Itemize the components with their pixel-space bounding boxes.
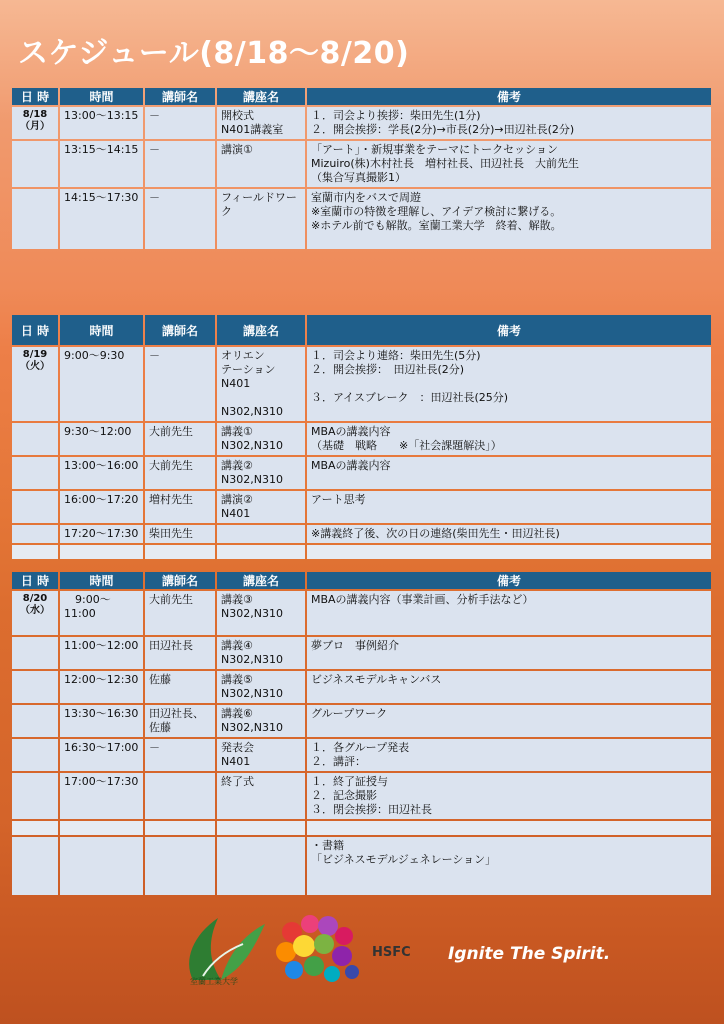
header-lecturer: 講師名	[145, 88, 215, 105]
course-cell: 講演①	[217, 141, 305, 187]
date-cell	[12, 837, 58, 895]
date-cell	[12, 739, 58, 771]
time-cell: 14:15～17:30	[60, 189, 143, 249]
table-row	[12, 705, 711, 737]
lecturer-cell: －	[145, 107, 215, 139]
course-cell: 講義⑥ N302,N310	[217, 705, 305, 737]
notes-cell: １．終了証授与 ２．記念撮影 ３．閉会挨拶：田辺社長	[307, 773, 711, 819]
header-date: 日 時	[12, 572, 58, 589]
notes-cell: ビジネスモデルキャンバス	[307, 671, 711, 703]
notes-cell: ※講義終了後、次の日の連絡(柴田先生・田辺社長)	[307, 525, 711, 543]
empty-cell	[217, 821, 305, 835]
date-cell	[12, 141, 58, 187]
table-row	[12, 671, 711, 703]
lecturer-cell: －	[145, 739, 215, 771]
notes-cell: MBAの講義内容（事業計画、分析手法など）	[307, 591, 711, 635]
lecturer-cell: 佐藤	[145, 671, 215, 703]
table-row-empty	[12, 545, 711, 559]
time-cell: 12:00～12:30	[60, 671, 143, 703]
time-cell: 17:20～17:30	[60, 525, 143, 543]
notes-cell: １．司会より連絡：柴田先生(5分) ２．開会挨拶： 田辺社長(2分) ３．アイスブレーク ：田辺社長(25分)	[307, 347, 711, 421]
header-lecturer: 講師名	[145, 315, 215, 345]
date-cell: 8/20 （水）	[12, 591, 58, 635]
lecturer-cell: 大前先生	[145, 423, 215, 455]
time-cell: 13:00～16:00	[60, 457, 143, 489]
time-cell: 9:00～9:30	[60, 347, 143, 421]
date-cell	[12, 423, 58, 455]
header-time: 時間	[60, 88, 143, 105]
notes-cell: 室蘭市内をバスで周遊 ※室蘭市の特徴を理解し、アイデア検討に繋げる。 ※ホテル前でも解散。室蘭工業大学 終着、解散。	[307, 189, 711, 249]
time-cell: 9:30～12:00	[60, 423, 143, 455]
time-cell: 16:30～17:00	[60, 739, 143, 771]
empty-cell	[60, 545, 143, 559]
time-cell: 13:30～16:30	[60, 705, 143, 737]
lecturer-cell	[145, 773, 215, 819]
header-notes: 備考	[307, 315, 711, 345]
header-time: 時間	[60, 315, 143, 345]
course-cell: 講義③ N302,N310	[217, 591, 305, 635]
course-cell: 講義① N302,N310	[217, 423, 305, 455]
table-row	[12, 491, 711, 523]
course-cell: 講演② N401	[217, 491, 305, 523]
table-header-row	[12, 572, 711, 589]
table-row	[12, 189, 711, 249]
muroran-logo-text: 室蘭工業大学	[190, 977, 238, 986]
notes-cell: 夢ブロ 事例紹介	[307, 637, 711, 669]
header-date: 日 時	[12, 88, 58, 105]
notes-cell: 「アート」・新規事業をテーマにトークセッション Mizuiro(株)木村社長 増村社長、田辺社長 大前先生 （集合写真撮影1）	[307, 141, 711, 187]
table-row	[12, 739, 711, 771]
time-cell: 9:00～11:00	[60, 591, 143, 635]
slogan-text: Ignite The Spirit.	[448, 944, 611, 964]
empty-cell	[307, 545, 711, 559]
course-cell: オリエン テーションN401 N302,N310	[217, 347, 305, 421]
table-row	[12, 525, 711, 543]
empty-cell	[60, 821, 143, 835]
empty-cell	[12, 821, 58, 835]
date-cell	[12, 705, 58, 737]
lecturer-cell: 大前先生	[145, 457, 215, 489]
header-course: 講座名	[217, 315, 305, 345]
time-cell: 11:00～12:00	[60, 637, 143, 669]
date-cell: 8/19 （火）	[12, 347, 58, 421]
date-cell	[12, 189, 58, 249]
notes-cell: アート思考	[307, 491, 711, 523]
header-date: 日 時	[12, 315, 58, 345]
date-cell	[12, 773, 58, 819]
empty-cell	[145, 821, 215, 835]
course-cell: 開校式 N401講義室	[217, 107, 305, 139]
notes-cell: グループワーク	[307, 705, 711, 737]
hsfc-label: HSFC	[372, 945, 411, 960]
header-notes: 備考	[307, 88, 711, 105]
table-header-row	[12, 315, 711, 345]
date-cell	[12, 525, 58, 543]
empty-cell	[145, 545, 215, 559]
header-time: 時間	[60, 572, 143, 589]
date-cell	[12, 491, 58, 523]
table-row	[12, 107, 711, 139]
lecturer-cell: 田辺社長	[145, 637, 215, 669]
course-cell: 終了式	[217, 773, 305, 819]
notes-cell: MBAの講義内容 （基礎 戦略 ※「社会課題解決」）	[307, 423, 711, 455]
notes-cell: MBAの講義内容	[307, 457, 711, 489]
lecturer-cell: 増村先生	[145, 491, 215, 523]
course-cell	[217, 837, 305, 895]
notes-cell: １．各グループ発表 ２．講評：	[307, 739, 711, 771]
notes-cell: １．司会より挨拶：柴田先生(1分) ２．開会挨拶：学長(2分)→市長(2分)→田辺社長(2分)	[307, 107, 711, 139]
time-cell: 13:00～13:15	[60, 107, 143, 139]
table-row	[12, 837, 711, 895]
table-header-row	[12, 88, 711, 105]
time-cell: 16:00～17:20	[60, 491, 143, 523]
lecturer-cell: 柴田先生	[145, 525, 215, 543]
lecturer-cell: 大前先生	[145, 591, 215, 635]
header-lecturer: 講師名	[145, 572, 215, 589]
course-cell	[217, 525, 305, 543]
table-row	[12, 423, 711, 455]
lecturer-cell: －	[145, 347, 215, 421]
date-cell	[12, 457, 58, 489]
schedule-table-day2	[10, 313, 713, 561]
course-cell: 講義④ N302,N310	[217, 637, 305, 669]
page-title: スケジュール(8/18～8/20)	[18, 36, 410, 71]
lecturer-cell: －	[145, 189, 215, 249]
course-cell: 講義⑤ N302,N310	[217, 671, 305, 703]
course-cell: フィールドワーク	[217, 189, 305, 249]
table-row	[12, 591, 711, 635]
header-course: 講座名	[217, 88, 305, 105]
hsfc-logo-icon	[272, 910, 424, 986]
time-cell: 17:00～17:30	[60, 773, 143, 819]
date-cell	[12, 637, 58, 669]
date-cell	[12, 671, 58, 703]
lecturer-cell	[145, 837, 215, 895]
empty-cell	[217, 545, 305, 559]
table-row	[12, 773, 711, 819]
course-cell: 発表会 N401	[217, 739, 305, 771]
table-row	[12, 637, 711, 669]
notes-cell: ・書籍 「ビジネスモデルジェネレーション」	[307, 837, 711, 895]
course-cell: 講義② N302,N310	[217, 457, 305, 489]
empty-cell	[12, 545, 58, 559]
header-course: 講座名	[217, 572, 305, 589]
lecturer-cell: 田辺社長、 佐藤	[145, 705, 215, 737]
table-row	[12, 347, 711, 421]
table-row	[12, 141, 711, 187]
header-notes: 備考	[307, 572, 711, 589]
schedule-table-day1	[10, 86, 713, 251]
lecturer-cell: －	[145, 141, 215, 187]
time-cell: 13:15～14:15	[60, 141, 143, 187]
schedule-table-day3	[10, 570, 713, 897]
table-row-empty	[12, 821, 711, 835]
table-row	[12, 457, 711, 489]
empty-cell	[307, 821, 711, 835]
date-cell: 8/18 （月）	[12, 107, 58, 139]
time-cell	[60, 837, 143, 895]
